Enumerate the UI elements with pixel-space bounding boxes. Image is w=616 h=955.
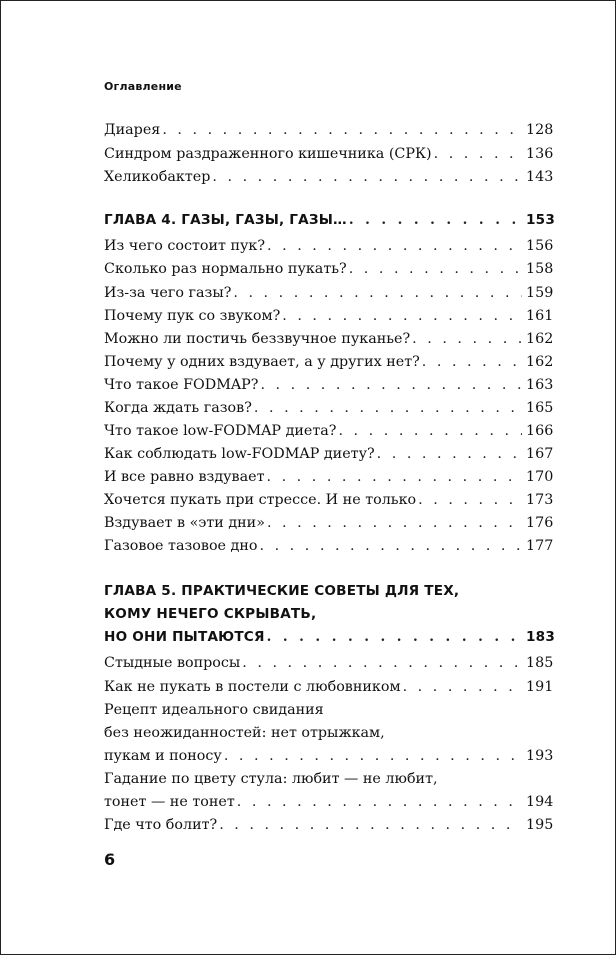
toc-entry-title: Синдром раздраженного кишечника (СРК)	[104, 146, 432, 162]
toc-entry-page: 170	[526, 469, 554, 485]
toc-entry[interactable]	[104, 235, 554, 257]
toc-entry-page: 128	[526, 122, 554, 138]
toc-entry[interactable]	[104, 351, 554, 373]
toc-entry[interactable]	[104, 143, 554, 165]
dot-leader	[266, 466, 522, 488]
dot-leader	[418, 489, 522, 511]
toc-entry-title: И все равно вздувает	[104, 469, 265, 485]
toc-entry[interactable]	[104, 535, 554, 557]
toc-entry[interactable]	[104, 397, 554, 419]
toc-entry-page: 136	[526, 146, 554, 162]
toc-entry[interactable]	[104, 305, 554, 327]
toc-entry-title: Газовое тазовое дно	[104, 538, 258, 554]
toc-entry-line: Рецепт идеального свидания	[104, 702, 324, 718]
toc-entry-page: 194	[526, 794, 554, 810]
toc-entry-title: Как соблюдать low-FODMAP диету?	[104, 446, 375, 462]
toc-entry-page: 159	[526, 285, 554, 301]
dot-leader	[162, 119, 522, 141]
toc-entry[interactable]	[104, 814, 554, 836]
dot-leader	[260, 374, 522, 396]
toc-entry-title: Что такое low-FODMAP диета?	[104, 423, 337, 439]
toc-entry[interactable]	[104, 676, 554, 698]
toc-entry-title: Можно ли постичь беззвучное пуканье?	[104, 331, 411, 347]
chapter-5-heading-line-2: КОМУ НЕЧЕГО СКРЫВАТЬ,	[104, 606, 317, 622]
dot-leader	[349, 209, 522, 231]
toc-entry-title: Сколько раз нормально пукать?	[104, 261, 347, 277]
toc-entry-page: 158	[526, 261, 554, 277]
chapter-page: 153	[526, 212, 555, 228]
dot-leader	[242, 652, 522, 674]
chapter-5-heading-line-1: ГЛАВА 5. ПРАКТИЧЕСКИЕ СОВЕТЫ ДЛЯ ТЕХ,	[104, 583, 460, 599]
chapter-title: НО ОНИ ПЫТАЮТСЯ	[104, 629, 265, 645]
dot-leader	[267, 512, 522, 534]
toc-entry-page: 176	[526, 515, 554, 531]
toc-entry-page: 156	[526, 238, 554, 254]
toc-entry-title: Когда ждать газов?	[104, 400, 252, 416]
dot-leader	[377, 443, 522, 465]
dot-leader	[233, 282, 522, 304]
toc-entry-page: 167	[526, 446, 554, 462]
running-head: Оглавление	[104, 80, 182, 93]
toc-entry-page: 195	[526, 817, 554, 833]
toc-entry-line: Гадание по цвету стула: любит — не любит,	[104, 771, 438, 787]
toc-entry-title: пукам и поносу	[104, 748, 222, 764]
dot-leader	[212, 166, 522, 188]
dot-leader	[260, 535, 523, 557]
toc-entry-page: 191	[526, 679, 554, 695]
toc-entry-title: Диарея	[104, 122, 161, 138]
dot-leader	[237, 791, 522, 813]
dot-leader	[412, 328, 522, 350]
toc-entry[interactable]	[104, 489, 554, 511]
toc-entry-title: Из-за чего газы?	[104, 285, 232, 301]
toc-entry-page: 163	[526, 377, 554, 393]
dot-leader	[349, 258, 522, 280]
toc-entry-title: Почему пук со звуком?	[104, 308, 281, 324]
toc-entry-page: 177	[526, 538, 554, 554]
toc-entry-page: 166	[526, 423, 554, 439]
dot-leader	[338, 420, 522, 442]
toc-entry-page: 162	[526, 354, 554, 370]
chapter-page: 183	[526, 629, 555, 645]
dot-leader	[282, 305, 522, 327]
toc-entry-title: Хеликобактер	[104, 169, 211, 185]
dot-leader	[267, 626, 522, 648]
toc-entry[interactable]	[104, 166, 554, 188]
toc-entry[interactable]	[104, 374, 554, 396]
toc-entry-page: 193	[526, 748, 554, 764]
dot-leader	[224, 745, 522, 767]
toc-entry[interactable]	[104, 443, 554, 465]
toc-entry[interactable]	[104, 466, 554, 488]
dot-leader	[267, 235, 522, 257]
chapter-5-heading[interactable]	[104, 626, 555, 648]
toc-entry[interactable]	[104, 119, 554, 141]
dot-leader	[219, 814, 522, 836]
toc-entry-title: Что такое FODMAP?	[104, 377, 259, 393]
toc-entry-page: 185	[526, 655, 554, 671]
toc-entry-page: 165	[526, 400, 554, 416]
chapter-title: ГЛАВА 4. ГАЗЫ, ГАЗЫ, ГАЗЫ…	[104, 212, 347, 228]
toc-entry[interactable]	[104, 282, 554, 304]
toc-entry[interactable]	[104, 791, 554, 813]
toc-entry-page: 162	[526, 331, 554, 347]
toc-entry[interactable]	[104, 328, 554, 350]
toc-entry[interactable]	[104, 420, 554, 442]
toc-entry-title: Почему у одних вздувает, а у других нет?	[104, 354, 420, 370]
toc-entry[interactable]	[104, 745, 554, 767]
dot-leader	[403, 676, 522, 698]
toc-entry-title: Хочется пукать при стрессе. И не только	[104, 492, 417, 508]
page-number: 6	[104, 850, 116, 869]
dot-leader	[434, 143, 522, 165]
toc-entry-line: без неожиданностей: нет отрыжкам,	[104, 725, 385, 741]
toc-entry[interactable]	[104, 652, 554, 674]
dot-leader	[422, 351, 522, 373]
toc-entry-page: 173	[526, 492, 554, 508]
toc-entry-title: тонет — не тонет	[104, 794, 235, 810]
toc-entry-title: Как не пукать в постели с любовником	[104, 679, 401, 695]
toc-entry-title: Из чего состоит пук?	[104, 238, 266, 254]
toc-entry-title: Где что болит?	[104, 817, 218, 833]
toc-entry-page: 161	[526, 308, 554, 324]
toc-entry-page: 143	[526, 169, 554, 185]
toc-entry-title: Стыдные вопросы	[104, 655, 241, 671]
chapter-4-heading[interactable]	[104, 209, 555, 231]
dot-leader	[254, 397, 522, 419]
toc-entry[interactable]	[104, 512, 554, 534]
toc-entry-title: Вздувает в «эти дни»	[104, 515, 265, 531]
toc-entry[interactable]	[104, 258, 554, 280]
